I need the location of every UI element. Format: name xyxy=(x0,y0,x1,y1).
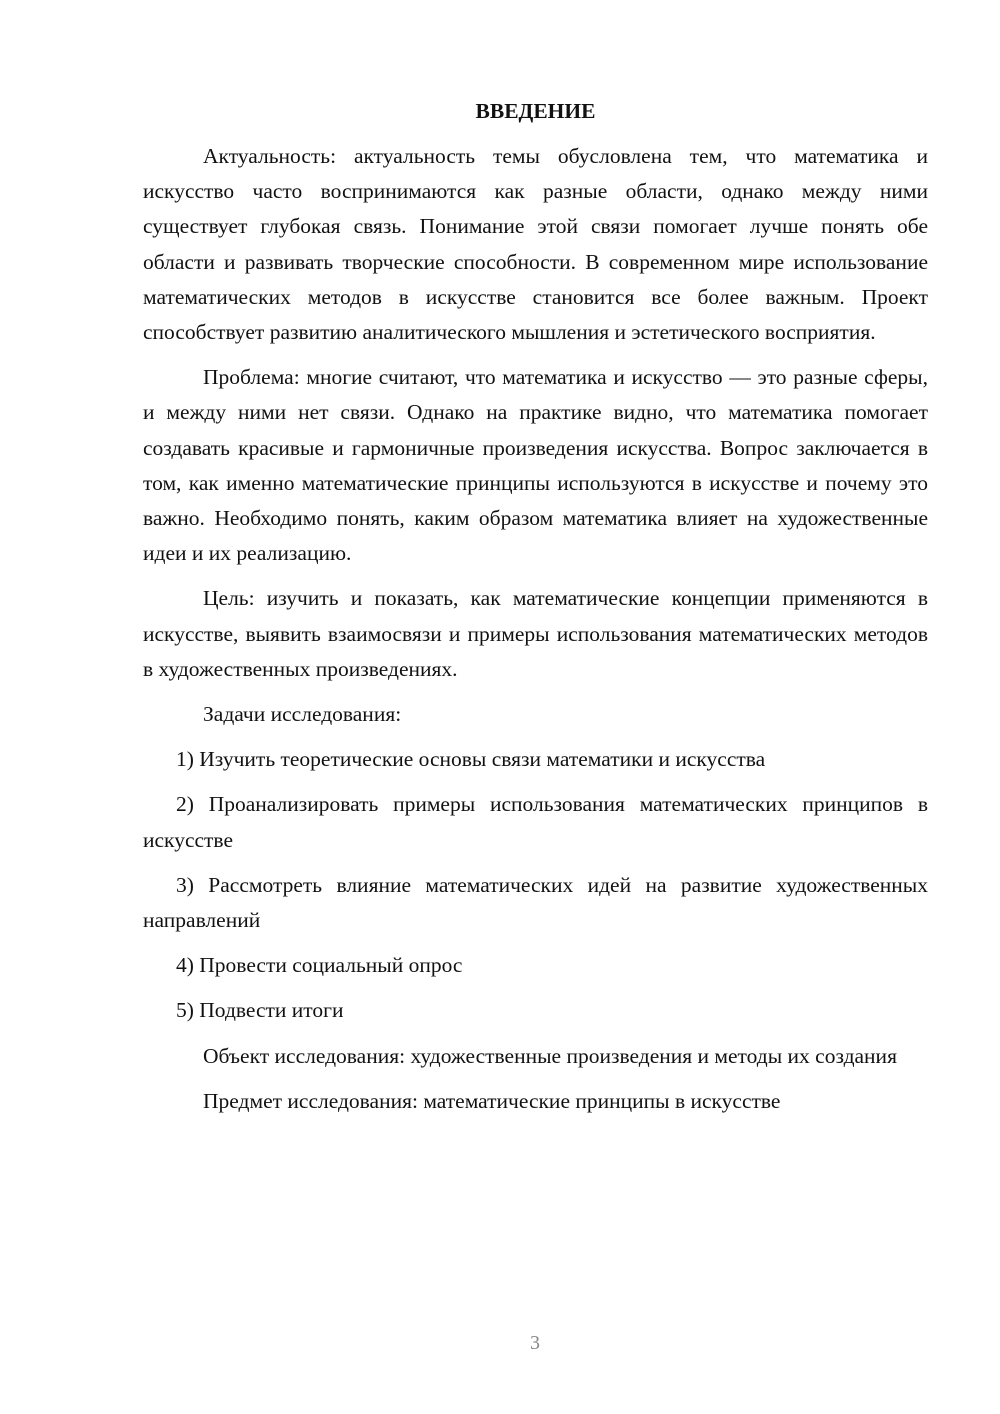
page-title: ВВЕДЕНИЕ xyxy=(475,99,596,123)
paragraph-problem: Проблема: многие считают, что математика и искусство — это разные сферы, и между ними нет связи. Однако на практике видно, что математика помогает создавать красивые и гармоничные произведения искусства. Вопрос заключается в том, как именно математические принципы используются в искусстве и почему это важно. Необходимо понять, каким образом математика влияет на художественные идеи и их реализацию. xyxy=(143,365,928,566)
document-body xyxy=(143,94,928,1119)
page-number: 3 xyxy=(530,1332,540,1354)
task-item-3: 3) Рассмотреть влияние математических идей на развитие художественных направлений xyxy=(143,872,928,933)
task-item-1: 1) Изучить теоретические основы связи математики и искусства xyxy=(176,747,766,772)
task-item-5: 5) Подвести итоги xyxy=(176,998,344,1023)
task-item-4: 4) Провести социальный опрос xyxy=(176,953,463,978)
paragraph-subject: Предмет исследования: математические принципы в искусстве xyxy=(203,1088,781,1113)
paragraph-relevance: Актуальность: актуальность темы обусловлена тем, что математика и искусство часто воспринимаются как разные области, однако между ними существует глубокая связь. Понимание этой связи помогает лучше понять обе области и развивать творческие способности. В современном мире использование математических методов в искусстве становится все более важным. Проект способствует развитию аналитического мышления и эстетического восприятия. xyxy=(143,144,928,345)
tasks-heading: Задачи исследования: xyxy=(203,702,402,727)
paragraph-object: Объект исследования: художественные произведения и методы их создания xyxy=(203,1043,897,1068)
task-item-2: 2) Проанализировать примеры использования математических принципов в искусстве xyxy=(143,792,928,852)
paragraph-goal: Цель: изучить и показать, как математические концепции применяются в искусстве, выявить взаимосвязи и примеры использования математических методов в художественных произведениях. xyxy=(143,586,928,681)
